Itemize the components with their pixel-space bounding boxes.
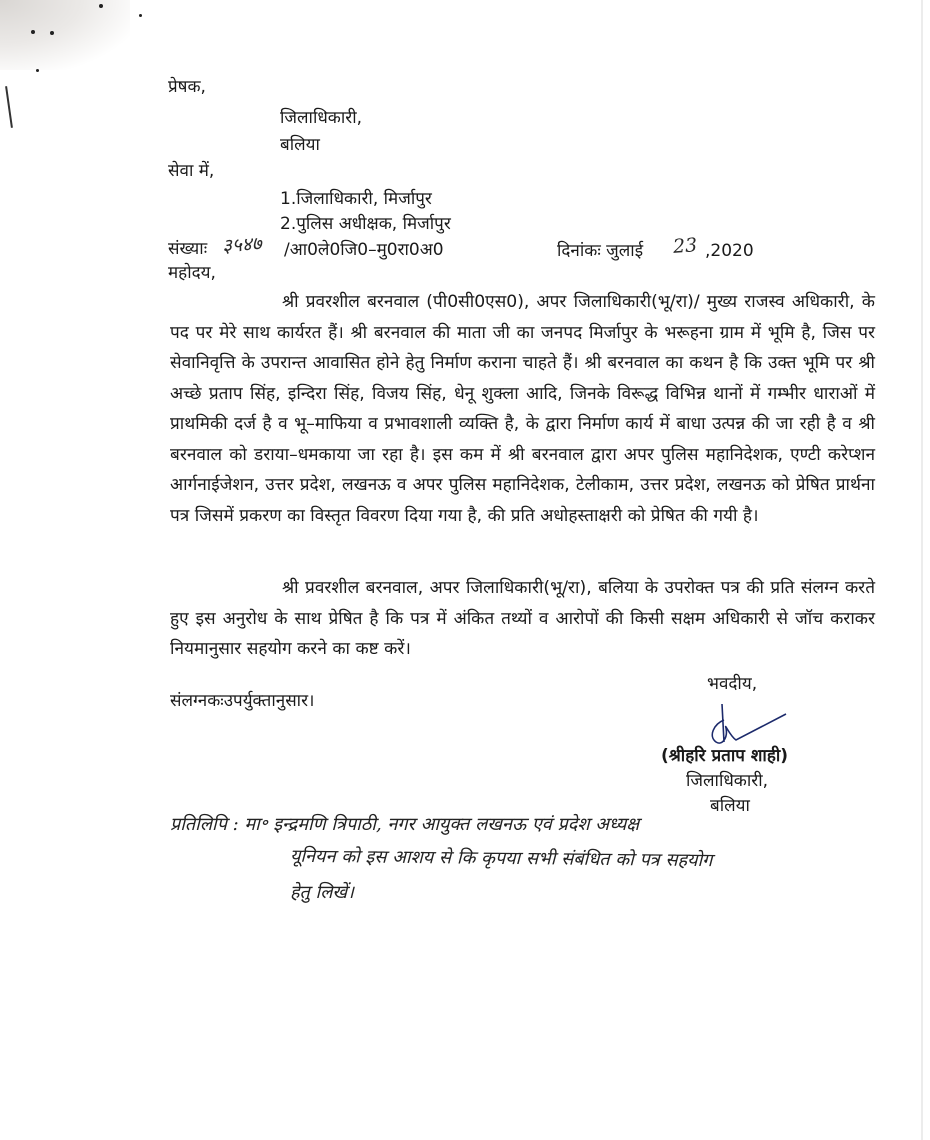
copy-to-line-1: प्रतिलिपि : मा॰ इन्द्रमणि त्रिपाठी, नगर आयुक्त लखनऊ एवं प्रदेश अध्यक्ष: [170, 814, 640, 835]
scan-speck: [31, 30, 35, 34]
reference-label: संख्याः: [168, 239, 208, 259]
scan-speck: [36, 69, 39, 72]
copy-to-handwritten: [170, 808, 850, 910]
paragraph-2-text: श्री प्रवरशील बरनवाल, अपर जिलाधिकारी(भू/रा), बलिया के उपरोक्त पत्र की प्रति संलग्न करते हुए इस अनुरोध के साथ प्रेषित है कि पत्र में अंकित तथ्यों व आरोपों की किसी सक्षम अधिकारी से जॉच कराकर नियमानुसार सहयोग करने का कष्ट करें।: [170, 578, 875, 659]
scan-speck: [139, 14, 142, 17]
body-paragraph-1: [170, 287, 875, 531]
sender-designation: जिलाधिकारी,: [280, 108, 363, 128]
copy-to-line-2: यूनियन को इस आशय से कि कृपया सभी संबंधित को पत्र सहयोग: [289, 845, 713, 872]
enclosure-note: संलग्नकःउपर्युक्तानुसार।: [170, 691, 315, 711]
date-label: दिनांकः जुलाई: [557, 241, 644, 261]
scan-speck: [50, 31, 54, 35]
salutation: महोदय,: [168, 263, 216, 283]
closing: भवदीय,: [707, 674, 758, 694]
paragraph-1-text: श्री प्रवरशील बरनवाल (पी0सी0एस0), अपर जिलाधिकारी(भू/रा)/ मुख्य राजस्व अधिकारी, के पद पर मेरे साथ कार्यरत हैं। श्री बरनवाल की माता जी का जनपद मिर्जापुर के भरूहना ग्राम में भूमि है, जिस पर सेवानिवृत्ति के उपरान्त आवासित होने हेतु निर्माण कराना चाहते हैं। श्री बरनवाल का कथन है कि उक्त भूमि पर श्री अच्छे प्रताप सिंह, इन्दिरा सिंह, विजय सिंह, धेनू शुक्ला आदि, जिनके विरूद्ध विभिन्न थानों में गम्भीर धाराओं में प्राथमिकी दर्ज है व भू–माफिया व प्रभावशाली व्यक्ति है, के द्वारा निर्माण कार्य में बाधा उत्पन्न की जा रही है व श्री बरनवाल को डराया–धमकाया जा रहा है। इस कम में श्री बरनवाल द्वारा अपर पुलिस महानिदेशक, एण्टी करेप्शन आर्गनाईजेशन, उत्तर प्रदेश, लखनऊ व अपर पुलिस महानिदेशक, टेलीकाम, उत्तर प्रदेश, लखनऊ को प्रेषित प्रार्थना पत्र जिसमें प्रकरण का विस्तृत विवरण दिया गया है, की प्रति अधोहस्ताक्षरी को प्रेषित की गयी है।: [170, 292, 875, 526]
signatory-place: बलिया: [710, 796, 750, 816]
body-paragraph-2: [170, 573, 875, 665]
signatory-name: (श्रीहरि प्रताप शाही): [661, 746, 789, 766]
signatory-designation: जिलाधिकारी,: [686, 771, 769, 791]
recipient-2: 2.पुलिस अधीक्षक, मिर्जापुर: [280, 214, 451, 234]
date-day-handwritten: 23: [672, 234, 698, 258]
reference-number-handwritten: ३५४७: [221, 232, 263, 258]
margin-pen-mark: [5, 86, 13, 128]
date-year: ,2020: [705, 241, 754, 261]
scan-corner-shading: [0, 0, 130, 70]
sender-label: प्रेषक,: [168, 77, 206, 97]
page-edge-line: [921, 0, 923, 1140]
recipient-label: सेवा में,: [168, 161, 215, 181]
sender-place: बलिया: [280, 135, 320, 155]
reference-suffix: /आ0ले0जि0–मु0रा0अ0: [284, 240, 444, 260]
recipient-1: 1.जिलाधिकारी, मिर्जापुर: [280, 189, 432, 209]
copy-to-line-3: हेतु लिखें।: [290, 882, 354, 903]
scan-speck: [99, 4, 103, 8]
